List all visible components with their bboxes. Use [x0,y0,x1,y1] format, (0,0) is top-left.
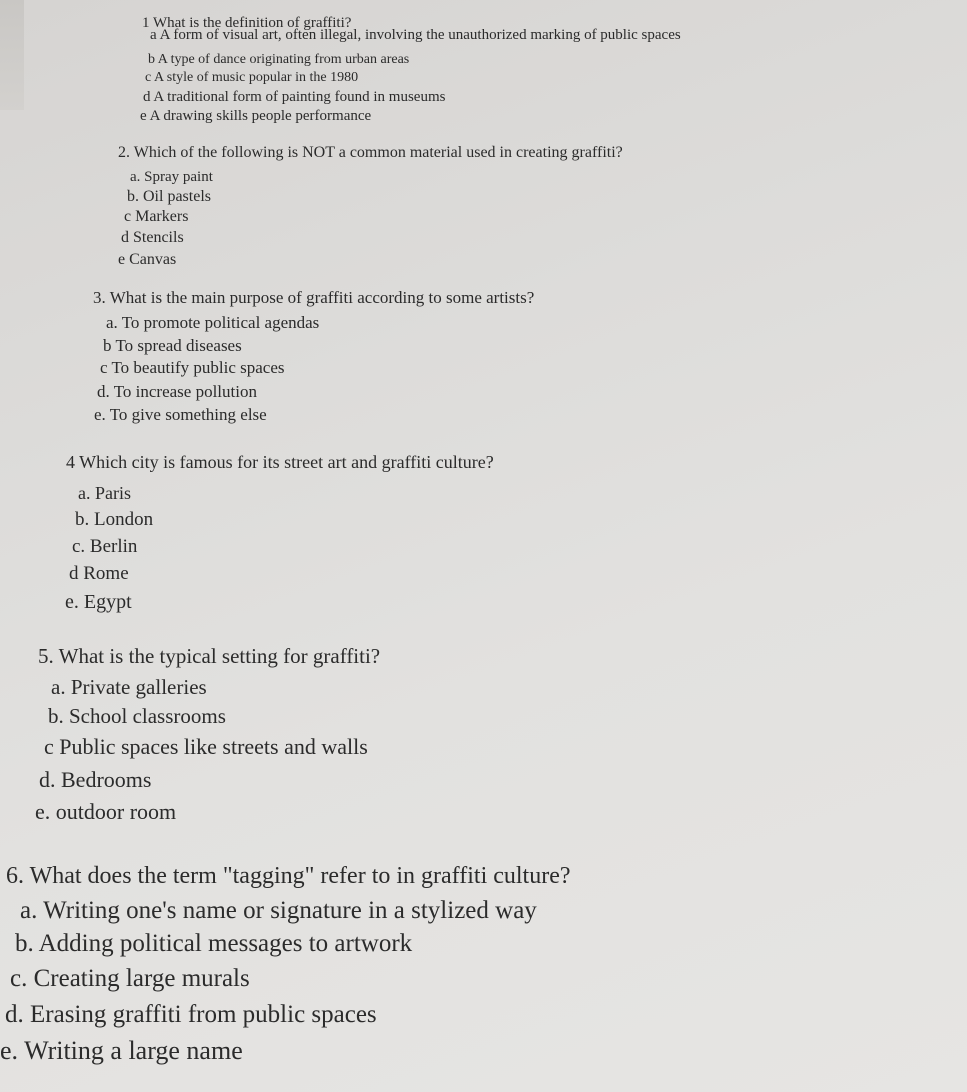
q1-option-e: e A drawing skills people performance [140,108,372,124]
q3-option-b: b To spread diseases [103,336,242,355]
q4-option-b: b. London [75,509,154,530]
q3-option-e: e. To give something else [94,405,267,424]
q6-option-c: c. Creating large murals [10,965,250,992]
question-3: 3. What is the main purpose of graffiti according to some artists? [93,288,535,307]
q6-option-b: b. Adding political messages to artwork [15,930,413,957]
question-5: 5. What is the typical setting for graffiti? [38,644,381,668]
q4-option-a: a. Paris [78,483,131,503]
q3-option-a: a. To promote political agendas [106,313,320,332]
q2-option-d: d Stencils [121,229,184,246]
q2-option-c: c Markers [124,208,189,225]
q6-option-e: e. Writing a large name [0,1036,243,1065]
q4-option-e: e. Egypt [65,591,132,613]
paper-edge [0,0,24,110]
q1-option-d: d A traditional form of painting found in museums [143,89,446,105]
question-1: 1 What is the definition of graffiti? [142,15,352,31]
question-4: 4 Which city is famous for its street art and graffiti culture? [66,452,494,472]
q5-option-e: e. outdoor room [35,799,177,824]
q1-option-b: b A type of dance originating from urban areas [148,52,410,67]
question-6: 6. What does the term "tagging" refer to in graffiti culture? [6,863,571,889]
q3-option-c: c To beautify public spaces [100,358,285,377]
q6-option-d: d. Erasing graffiti from public spaces [5,1001,377,1028]
q5-option-a: a. Private galleries [51,675,207,699]
q2-option-b: b. Oil pastels [127,188,211,205]
q5-option-c: c Public spaces like streets and walls [44,734,368,759]
q5-option-b: b. School classrooms [48,704,226,728]
question-2: 2. Which of the following is NOT a common material used in creating graffiti? [118,144,623,161]
q4-option-c: c. Berlin [72,536,138,557]
q2-option-e: e Canvas [118,251,177,268]
q6-option-a: a. Writing one's name or signature in a stylized way [20,897,537,924]
q2-option-a: a. Spray paint [130,169,213,185]
q1-option-c: c A style of music popular in the 1980 [145,70,359,85]
q3-option-d: d. To increase pollution [97,382,257,401]
q4-option-d: d Rome [69,563,129,584]
q1-option-a: a A form of visual art, often illegal, involving the unauthorized marking of public spaces [150,27,681,43]
q5-option-d: d. Bedrooms [39,767,152,792]
